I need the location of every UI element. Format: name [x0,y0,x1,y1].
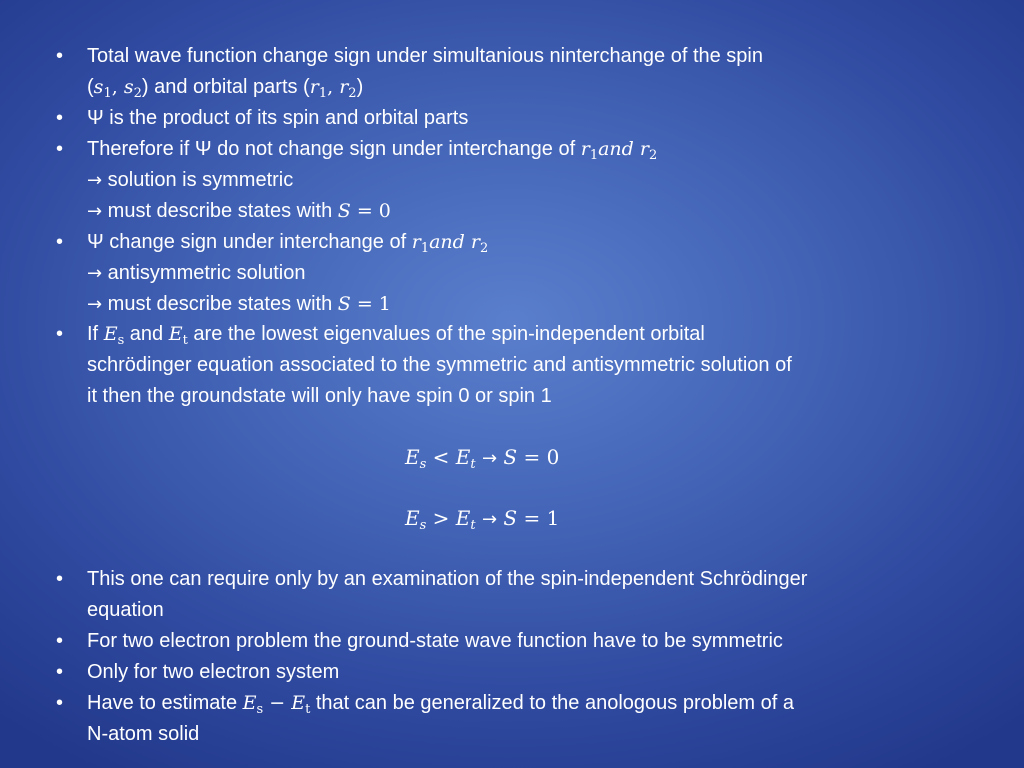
equation-es-lt-et [405,442,559,474]
text-fragment: solution is symmetric [107,169,294,191]
math-symbol: E [455,506,471,530]
arrow-icon: → [87,170,103,191]
psi-symbol: Ψ [87,231,104,253]
bullet-5-line-1 [87,319,947,350]
math-subscript: 2 [133,86,142,101]
math-symbol: E [168,323,183,345]
bullet-4 [87,227,947,258]
math-subscript: t [182,333,188,348]
bullet-7: For two electron problem the ground-state wave function have to be symmetric [87,630,783,652]
bullet-marker: • [56,107,64,129]
bullet-3-sub-1 [87,165,947,196]
bullet-4-sub-1 [87,258,947,289]
math-comma: , [327,76,340,98]
math-symbol: S [503,445,518,469]
math-subscript: 1 [318,86,328,101]
text-fragment: If [87,323,99,345]
arrow-icon: → [481,509,498,530]
math-symbol: S [337,293,351,315]
text-fragment: must describe states with [107,293,333,315]
bullet-marker: • [56,630,64,652]
bullet-marker: • [56,231,64,253]
math-subscript: 2 [479,241,489,256]
arrow-icon: → [87,294,103,315]
math-value: = 1 [523,506,560,530]
text-fragment: are the lowest eigenvalues of the spin-independent orbital [193,323,705,345]
math-symbol: r [639,138,649,160]
bullet-marker: • [56,568,64,590]
math-r1-and-r2 [580,138,658,163]
math-r1-r2 [309,76,357,101]
bullet-9-line-1 [87,688,947,719]
math-value: = 0 [523,445,560,469]
math-symbol: r [339,76,349,98]
math-symbol: E [242,692,257,714]
bullet-1-line-2 [87,72,947,103]
bullet-marker: • [56,138,64,160]
math-symbol: E [291,692,306,714]
text-fragment: that can be generalized to the anologous problem of a [315,692,794,714]
math-subscript: t [305,702,311,717]
bullet-8: Only for two electron system [87,661,340,683]
text-fragment: ) and orbital parts ( [141,76,310,98]
math-symbol: E [103,323,118,345]
bullet-4-sub-2 [87,289,947,320]
arrow-icon: → [481,448,498,469]
math-s-eq-0 [338,200,391,222]
math-subscript: t [470,518,476,533]
math-s1 [93,76,142,101]
math-symbol: r [411,231,421,253]
bullet-5-line-3: it then the groundstate will only have spin 0 or spin 1 [87,385,552,407]
text-fragment: change sign under interchange of [109,231,407,253]
equation-es-gt-et [405,503,559,535]
math-subscript: s [256,702,264,717]
text-fragment: and [129,323,164,345]
bullet-1-line-1: Total wave function change sign under simultanious ninterchange of the spin [87,45,763,67]
math-symbol: s [93,76,104,98]
math-subscript: s [117,333,125,348]
bullet-9-line-2: N-atom solid [87,723,200,745]
math-symbol: r [309,76,319,98]
math-subscript: 1 [589,148,599,163]
text-fragment: must describe states with [107,200,333,222]
text-fragment: antisymmetric solution [107,262,306,284]
math-subscript: t [470,457,476,472]
math-and: and [429,231,465,253]
arrow-icon: → [87,263,103,284]
bullet-6-line-2: equation [87,599,164,621]
math-symbol: s [123,76,134,98]
math-symbol: E [455,445,471,469]
bullet-2 [87,103,947,134]
bullet-3-sub-2 [87,196,947,227]
math-es [103,323,125,348]
math-subscript: 1 [103,86,112,101]
math-et [168,323,188,348]
math-value: = 1 [356,293,391,315]
bullet-marker: • [56,661,64,683]
math-symbol: E [405,445,420,469]
text-fragment: do not change sign under interchange of [217,138,576,160]
bullet-marker: • [56,45,64,67]
math-comma: , [111,76,124,98]
text-fragment: Have to estimate [87,692,238,714]
bullet-3 [87,134,947,165]
text-fragment: ) [356,76,364,98]
math-subscript: s [419,518,427,533]
math-es-minus-et [242,692,311,717]
psi-symbol: Ψ [194,138,212,160]
bullet-marker: • [56,323,64,345]
math-symbol: r [580,138,590,160]
math-symbol: r [470,231,480,253]
bullet-marker: • [56,692,64,714]
bullet-6-line-1: This one can require only by an examination of the spin-independent Schrödinger [87,568,808,590]
math-subscript: 2 [348,86,357,101]
math-and: and [598,138,634,160]
math-value: = 0 [356,200,391,222]
math-operator: − [269,692,286,714]
math-subscript: s [419,457,427,472]
text-fragment: ( [87,76,94,98]
math-r1-and-r2 [411,231,489,256]
math-operator: < [432,445,450,469]
math-symbol: S [503,506,518,530]
math-symbol: E [405,506,420,530]
bullet-2-text: is the product of its spin and orbital parts [109,107,469,129]
math-operator: > [432,506,450,530]
math-s-eq-1 [338,293,391,315]
math-subscript: 2 [648,148,658,163]
math-symbol: S [337,200,351,222]
math-subscript: 1 [420,241,430,256]
psi-symbol: Ψ [87,107,104,129]
bullet-5-line-2: schrödinger equation associated to the symmetric and antisymmetric solution of [87,354,792,376]
text-fragment: Therefore if [87,138,190,160]
arrow-icon: → [87,201,103,222]
